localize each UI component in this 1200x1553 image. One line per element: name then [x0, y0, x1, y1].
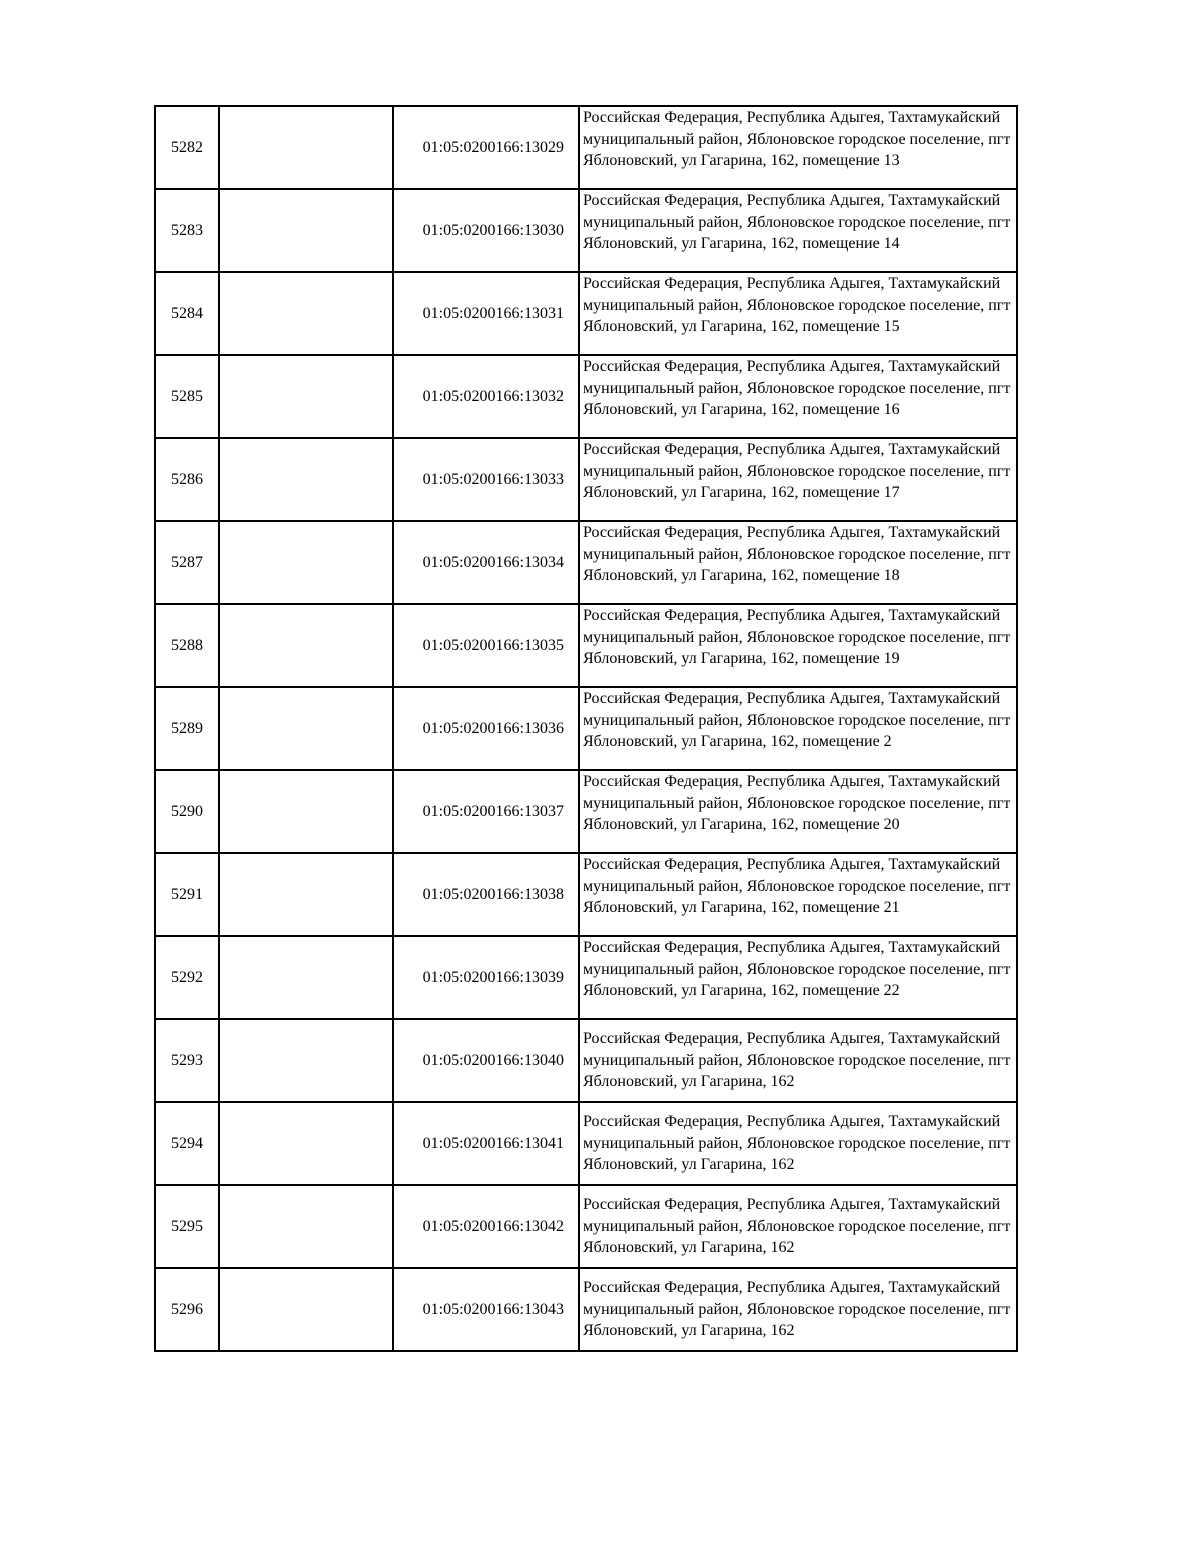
- row-number-cell: 5294: [155, 1102, 219, 1185]
- empty-cell: [219, 853, 393, 936]
- address-cell: Российская Федерация, Республика Адыгея, Тахтамукайский муниципальный район, Яблоновское городское поселение, пгт Яблоновский, ул Гагарина, 162, помещение 18: [579, 521, 1017, 604]
- address-cell: Российская Федерация, Республика Адыгея, Тахтамукайский муниципальный район, Яблоновское городское поселение, пгт Яблоновский, ул Гагарина, 162, помещение 14: [579, 189, 1017, 272]
- row-number-cell: 5287: [155, 521, 219, 604]
- table-row: [155, 687, 1017, 770]
- table-row: [155, 106, 1017, 189]
- row-number-cell: 5285: [155, 355, 219, 438]
- cadastral-number-cell: 01:05:0200166:13034: [393, 521, 579, 604]
- address-cell: Российская Федерация, Республика Адыгея, Тахтамукайский муниципальный район, Яблоновское городское поселение, пгт Яблоновский, ул Гагарина, 162: [579, 1185, 1017, 1268]
- table-row: [155, 1268, 1017, 1351]
- cadastral-number-cell: 01:05:0200166:13041: [393, 1102, 579, 1185]
- row-number-cell: 5286: [155, 438, 219, 521]
- cadastral-number-cell: 01:05:0200166:13037: [393, 770, 579, 853]
- address-cell: Российская Федерация, Республика Адыгея, Тахтамукайский муниципальный район, Яблоновское городское поселение, пгт Яблоновский, ул Гагарина, 162, помещение 17: [579, 438, 1017, 521]
- table-row: [155, 604, 1017, 687]
- cadastral-number-cell: 01:05:0200166:13031: [393, 272, 579, 355]
- address-cell: Российская Федерация, Республика Адыгея, Тахтамукайский муниципальный район, Яблоновское городское поселение, пгт Яблоновский, ул Гагарина, 162: [579, 1102, 1017, 1185]
- address-cell: Российская Федерация, Республика Адыгея, Тахтамукайский муниципальный район, Яблоновское городское поселение, пгт Яблоновский, ул Гагарина, 162: [579, 1019, 1017, 1102]
- empty-cell: [219, 770, 393, 853]
- empty-cell: [219, 189, 393, 272]
- table-row: [155, 1019, 1017, 1102]
- row-number-cell: 5295: [155, 1185, 219, 1268]
- empty-cell: [219, 604, 393, 687]
- row-number-cell: 5289: [155, 687, 219, 770]
- table-row: [155, 272, 1017, 355]
- registry-table-body: [155, 106, 1017, 1351]
- cadastral-number-cell: 01:05:0200166:13033: [393, 438, 579, 521]
- row-number-cell: 5293: [155, 1019, 219, 1102]
- row-number-cell: 5283: [155, 189, 219, 272]
- table-row: [155, 853, 1017, 936]
- row-number-cell: 5296: [155, 1268, 219, 1351]
- empty-cell: [219, 521, 393, 604]
- table-row: [155, 521, 1017, 604]
- address-cell: Российская Федерация, Республика Адыгея, Тахтамукайский муниципальный район, Яблоновское городское поселение, пгт Яблоновский, ул Гагарина, 162, помещение 22: [579, 936, 1017, 1019]
- row-number-cell: 5292: [155, 936, 219, 1019]
- table-row: [155, 1185, 1017, 1268]
- row-number-cell: 5290: [155, 770, 219, 853]
- table-row: [155, 1102, 1017, 1185]
- row-number-cell: 5288: [155, 604, 219, 687]
- cadastral-number-cell: 01:05:0200166:13038: [393, 853, 579, 936]
- cadastral-number-cell: 01:05:0200166:13029: [393, 106, 579, 189]
- cadastral-number-cell: 01:05:0200166:13043: [393, 1268, 579, 1351]
- cadastral-number-cell: 01:05:0200166:13040: [393, 1019, 579, 1102]
- table-row: [155, 189, 1017, 272]
- row-number-cell: 5282: [155, 106, 219, 189]
- table-row: [155, 355, 1017, 438]
- cadastral-number-cell: 01:05:0200166:13035: [393, 604, 579, 687]
- cadastral-number-cell: 01:05:0200166:13036: [393, 687, 579, 770]
- table-row: [155, 770, 1017, 853]
- cadastral-number-cell: 01:05:0200166:13042: [393, 1185, 579, 1268]
- empty-cell: [219, 1268, 393, 1351]
- row-number-cell: 5291: [155, 853, 219, 936]
- cadastral-number-cell: 01:05:0200166:13032: [393, 355, 579, 438]
- empty-cell: [219, 106, 393, 189]
- address-cell: Российская Федерация, Республика Адыгея, Тахтамукайский муниципальный район, Яблоновское городское поселение, пгт Яблоновский, ул Гагарина, 162, помещение 2: [579, 687, 1017, 770]
- registry-table: [154, 105, 1018, 1352]
- empty-cell: [219, 1102, 393, 1185]
- address-cell: Российская Федерация, Республика Адыгея, Тахтамукайский муниципальный район, Яблоновское городское поселение, пгт Яблоновский, ул Гагарина, 162, помещение 16: [579, 355, 1017, 438]
- address-cell: Российская Федерация, Республика Адыгея, Тахтамукайский муниципальный район, Яблоновское городское поселение, пгт Яблоновский, ул Гагарина, 162: [579, 1268, 1017, 1351]
- address-cell: Российская Федерация, Республика Адыгея, Тахтамукайский муниципальный район, Яблоновское городское поселение, пгт Яблоновский, ул Гагарина, 162, помещение 13: [579, 106, 1017, 189]
- empty-cell: [219, 272, 393, 355]
- empty-cell: [219, 1185, 393, 1268]
- row-number-cell: 5284: [155, 272, 219, 355]
- address-cell: Российская Федерация, Республика Адыгея, Тахтамукайский муниципальный район, Яблоновское городское поселение, пгт Яблоновский, ул Гагарина, 162, помещение 19: [579, 604, 1017, 687]
- cadastral-number-cell: 01:05:0200166:13039: [393, 936, 579, 1019]
- empty-cell: [219, 936, 393, 1019]
- table-row: [155, 936, 1017, 1019]
- empty-cell: [219, 687, 393, 770]
- address-cell: Российская Федерация, Республика Адыгея, Тахтамукайский муниципальный район, Яблоновское городское поселение, пгт Яблоновский, ул Гагарина, 162, помещение 15: [579, 272, 1017, 355]
- table-row: [155, 438, 1017, 521]
- cadastral-number-cell: 01:05:0200166:13030: [393, 189, 579, 272]
- empty-cell: [219, 1019, 393, 1102]
- empty-cell: [219, 438, 393, 521]
- empty-cell: [219, 355, 393, 438]
- address-cell: Российская Федерация, Республика Адыгея, Тахтамукайский муниципальный район, Яблоновское городское поселение, пгт Яблоновский, ул Гагарина, 162, помещение 20: [579, 770, 1017, 853]
- address-cell: Российская Федерация, Республика Адыгея, Тахтамукайский муниципальный район, Яблоновское городское поселение, пгт Яблоновский, ул Гагарина, 162, помещение 21: [579, 853, 1017, 936]
